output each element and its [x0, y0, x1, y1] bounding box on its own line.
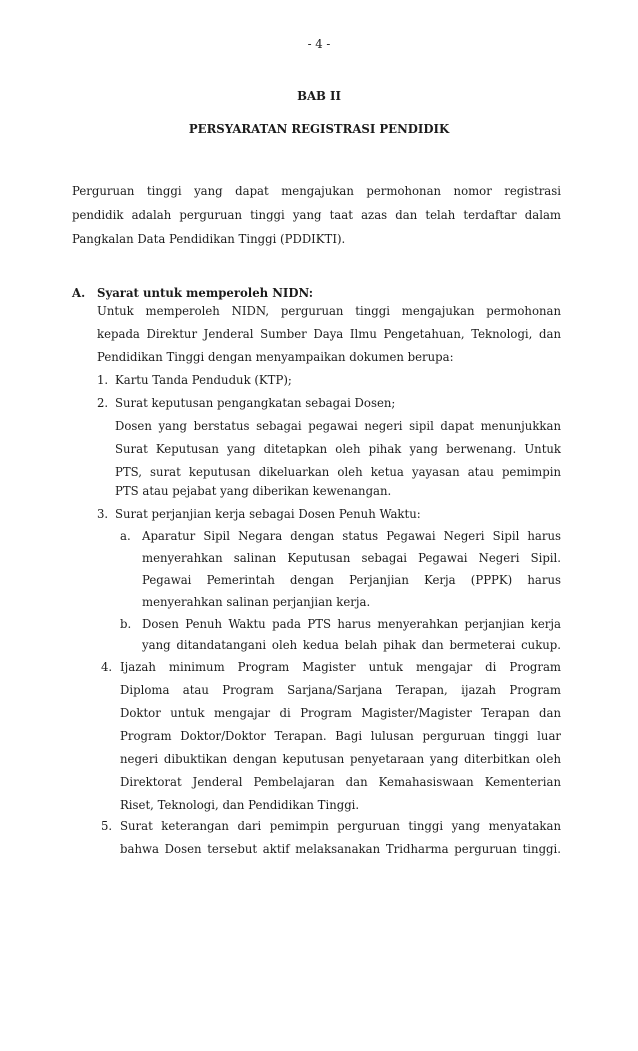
- intro-line: Pangkalan Data Pendidikan Tinggi (PDDIKTI).: [72, 232, 346, 246]
- list-item-detail-line: PTS, surat keputusan dikeluarkan oleh ketua yayasan atau pemimpin: [115, 465, 561, 479]
- list-item-line: Surat keputusan pengangkatan sebagai Dosen;: [115, 396, 396, 410]
- section-a-marker: A.: [72, 286, 86, 300]
- list-item-line: negeri dibuktikan dengan keputusan penyetaraan yang diterbitkan oleh: [120, 752, 561, 766]
- chapter-title: PERSYARATAN REGISTRASI PENDIDIK: [188, 122, 450, 136]
- list-item-line: Diploma atau Program Sarjana/Sarjana Terapan, ijazah Program: [120, 683, 561, 697]
- intro-line: Perguruan tinggi yang dapat mengajukan permohonan nomor registrasi: [72, 184, 561, 198]
- section-a-heading: Syarat untuk memperoleh NIDN:: [97, 286, 314, 300]
- list-item-line: Doktor untuk mengajar di Program Magister/Magister Terapan dan: [120, 706, 561, 720]
- list-item-line: Surat keterangan dari pemimpin perguruan tinggi yang menyatakan: [120, 819, 561, 833]
- section-a-intro-line: Pendidikan Tinggi dengan menyampaikan dokumen berupa:: [97, 350, 454, 364]
- list-item-marker: 4.: [101, 660, 113, 674]
- list-item-detail-line: PTS atau pejabat yang diberikan kewenangan.: [115, 484, 392, 498]
- list-item-detail-line: Surat Keputusan yang ditetapkan oleh pihak yang berwenang. Untuk: [115, 442, 561, 456]
- chapter-label: BAB II: [297, 89, 341, 103]
- list-item-line: Program Doktor/Doktor Terapan. Bagi lulusan perguruan tinggi luar: [120, 729, 561, 743]
- sub-item-marker: b.: [120, 617, 132, 631]
- list-item-line: Ijazah minimum Program Magister untuk mengajar di Program: [120, 660, 561, 674]
- list-item-detail-line: Dosen yang berstatus sebagai pegawai negeri sipil dapat menunjukkan: [115, 419, 561, 433]
- sub-item-line: menyerahkan salinan Keputusan sebagai Pegawai Negeri Sipil.: [142, 551, 561, 565]
- list-item-marker: 3.: [97, 507, 109, 521]
- sub-item-line: yang ditandatangani oleh kedua belah pihak dan bermeterai cukup.: [142, 638, 561, 652]
- list-item-marker: 2.: [97, 396, 109, 410]
- sub-item-line: Dosen Penuh Waktu pada PTS harus menyerahkan perjanjian kerja: [142, 617, 561, 631]
- sub-item-marker: a.: [120, 529, 131, 543]
- list-item-line: bahwa Dosen tersebut aktif melaksanakan Tridharma perguruan tinggi.: [120, 842, 561, 856]
- list-item-line: Direktorat Jenderal Pembelajaran dan Kemahasiswaan Kementerian: [120, 775, 561, 789]
- list-item-marker: 5.: [101, 819, 113, 833]
- sub-item-line: Aparatur Sipil Negara dengan status Pegawai Negeri Sipil harus: [142, 529, 561, 543]
- section-a-intro-line: kepada Direktur Jenderal Sumber Daya Ilmu Pengetahuan, Teknologi, dan: [97, 327, 561, 341]
- list-item-marker: 1.: [97, 373, 109, 387]
- list-item-line: Riset, Teknologi, dan Pendidikan Tinggi.: [120, 798, 360, 812]
- sub-item-line: Pegawai Pemerintah dengan Perjanjian Kerja (PPPK) harus: [142, 573, 561, 587]
- intro-line: pendidik adalah perguruan tinggi yang taat azas dan telah terdaftar dalam: [72, 208, 561, 222]
- section-a-intro-line: Untuk memperoleh NIDN, perguruan tinggi mengajukan permohonan: [97, 304, 561, 318]
- page-number: - 4 -: [307, 37, 331, 51]
- list-item-line: Surat perjanjian kerja sebagai Dosen Penuh Waktu:: [115, 507, 421, 521]
- list-item-line: Kartu Tanda Penduduk (KTP);: [115, 373, 292, 387]
- sub-item-line: menyerahkan salinan perjanjian kerja.: [142, 595, 371, 609]
